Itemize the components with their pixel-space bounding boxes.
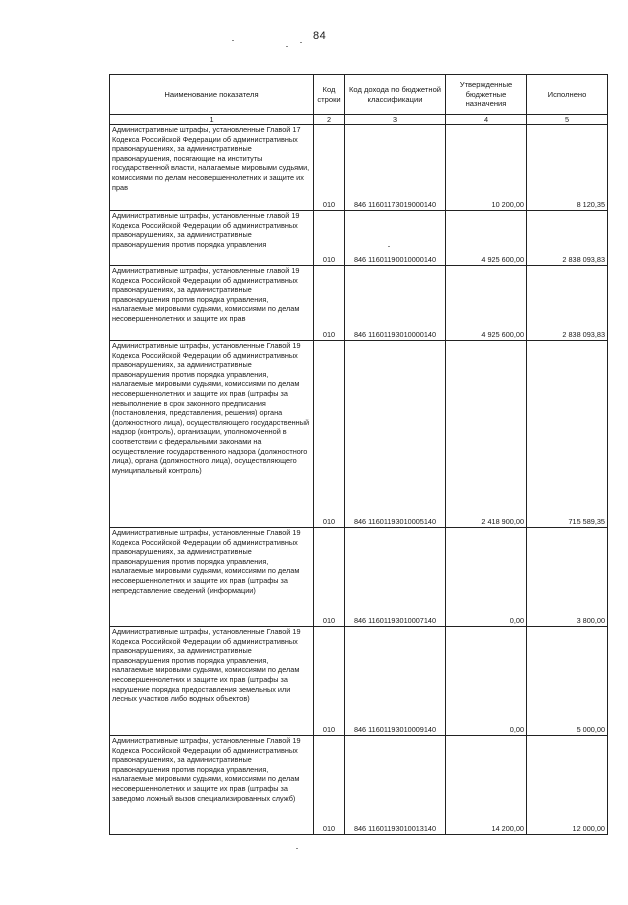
column-number: 5 (527, 115, 608, 125)
column-number: 4 (446, 115, 527, 125)
income-code: 846 11601193010007140 (345, 528, 446, 627)
executed-amount: 8 120,35 (527, 125, 608, 211)
header-indicator-name: Наименование показателя (110, 75, 314, 115)
header-income-code: Код дохода по бюджетной классификации (345, 75, 446, 115)
indicator-name: Административные штрафы, установленные главой 19 Кодекса Российской Федерации об административных правонарушениях, за административные правонарушения против порядка управления, налагаемые мировыми судьями, комиссиями по делам несовершеннолетних и защите их прав (110, 266, 314, 341)
table-row (110, 211, 608, 266)
approved-amount: 0,00 (446, 627, 527, 736)
line-code: 010 (314, 627, 345, 736)
line-code: 010 (314, 341, 345, 528)
line-code: 010 (314, 528, 345, 627)
indicator-name: Административные штрафы, установленные Главой 17 Кодекса Российской Федерации об административных правонарушениях, за административные правонарушения, посягающие на институты государственной власти, налагаемые мировыми судьями, комиссиями по делам несовершеннолетних и защите их прав (110, 125, 314, 211)
income-code: 846 11601193010009140 (345, 627, 446, 736)
line-code: 010 (314, 125, 345, 211)
header-row (110, 75, 608, 115)
header-executed: Исполнено (527, 75, 608, 115)
header-line-code: Код строки (314, 75, 345, 115)
line-code: 010 (314, 211, 345, 266)
table-row (110, 341, 608, 528)
line-code: 010 (314, 736, 345, 835)
executed-amount: 715 589,35 (527, 341, 608, 528)
approved-amount: 2 418 900,00 (446, 341, 527, 528)
column-number: 3 (345, 115, 446, 125)
approved-amount: 10 200,00 (446, 125, 527, 211)
scan-speck (300, 42, 302, 43)
income-code: 846 11601193010013140 (345, 736, 446, 835)
income-code: 846 11601193010005140 (345, 341, 446, 528)
approved-amount: 0,00 (446, 528, 527, 627)
column-number-row (110, 115, 608, 125)
indicator-name: Административные штрафы, установленные Главой 19 Кодекса Российской Федерации об административных правонарушениях, за административные правонарушения против порядка управления, налагаемые мировыми судьями, комиссиями по делам несовершеннолетних и защите их прав (штрафы за заведомо ложный вызов специализированных служб) (110, 736, 314, 835)
executed-amount: 12 000,00 (527, 736, 608, 835)
income-code: 846 11601173019000140 (345, 125, 446, 211)
indicator-name: Административные штрафы, установленные Главой 19 Кодекса Российской Федерации об административных правонарушениях, за административные правонарушения против порядка управления, налагаемые мировыми судьями, комиссиями по делам несовершеннолетних и защите их прав (штрафы за нарушение порядка предоставления земельных или лесных участков либо водных объектов) (110, 627, 314, 736)
column-number: 2 (314, 115, 345, 125)
header-approved: Утвержденные бюджетные назначения (446, 75, 527, 115)
scan-speck (296, 848, 298, 849)
executed-amount: 2 838 093,83 (527, 266, 608, 341)
approved-amount: 14 200,00 (446, 736, 527, 835)
executed-amount: 2 838 093,83 (527, 211, 608, 266)
line-code: 010 (314, 266, 345, 341)
page-number: 84 (313, 30, 327, 42)
scan-speck (232, 40, 234, 41)
table-row (110, 528, 608, 627)
column-number: 1 (110, 115, 314, 125)
indicator-name: Административные штрафы, установленные главой 19 Кодекса Российской Федерации об административных правонарушениях, за административные правонарушения против порядка управления (110, 211, 314, 266)
indicator-name: Административные штрафы, установленные Главой 19 Кодекса Российской Федерации об административных правонарушениях, за административные правонарушения против порядка управления, налагаемые мировыми судьями, комиссиями по делам несовершеннолетних и защите их прав (штрафы за невыполнение в срок законного предписания (постановления, представления, решения) органа (должностного лица), осуществляющего государственный надзор (контроль), организации, уполномоченной в соответствии с федеральными законами на осуществление государственного надзора (должностного лица), органа (должностного лица), осуществляющего муниципальный контроль) (110, 341, 314, 528)
approved-amount: 4 925 600,00 (446, 211, 527, 266)
scan-speck (286, 46, 288, 47)
table-row (110, 125, 608, 211)
approved-amount: 4 925 600,00 (446, 266, 527, 341)
table-row (110, 627, 608, 736)
income-code: 846 11601193010000140 (345, 266, 446, 341)
table-row (110, 266, 608, 341)
indicator-name: Административные штрафы, установленные Главой 19 Кодекса Российской Федерации об административных правонарушениях, за административные правонарушения против порядка управления, налагаемые мировыми судьями, комиссиями по делам несовершеннолетних и защите их прав (штрафы за непредставление сведений (информации) (110, 528, 314, 627)
income-code: 846 11601190010000140 (345, 211, 446, 266)
table-row (110, 736, 608, 835)
executed-amount: 3 800,00 (527, 528, 608, 627)
executed-amount: 5 000,00 (527, 627, 608, 736)
budget-execution-table (109, 74, 608, 835)
